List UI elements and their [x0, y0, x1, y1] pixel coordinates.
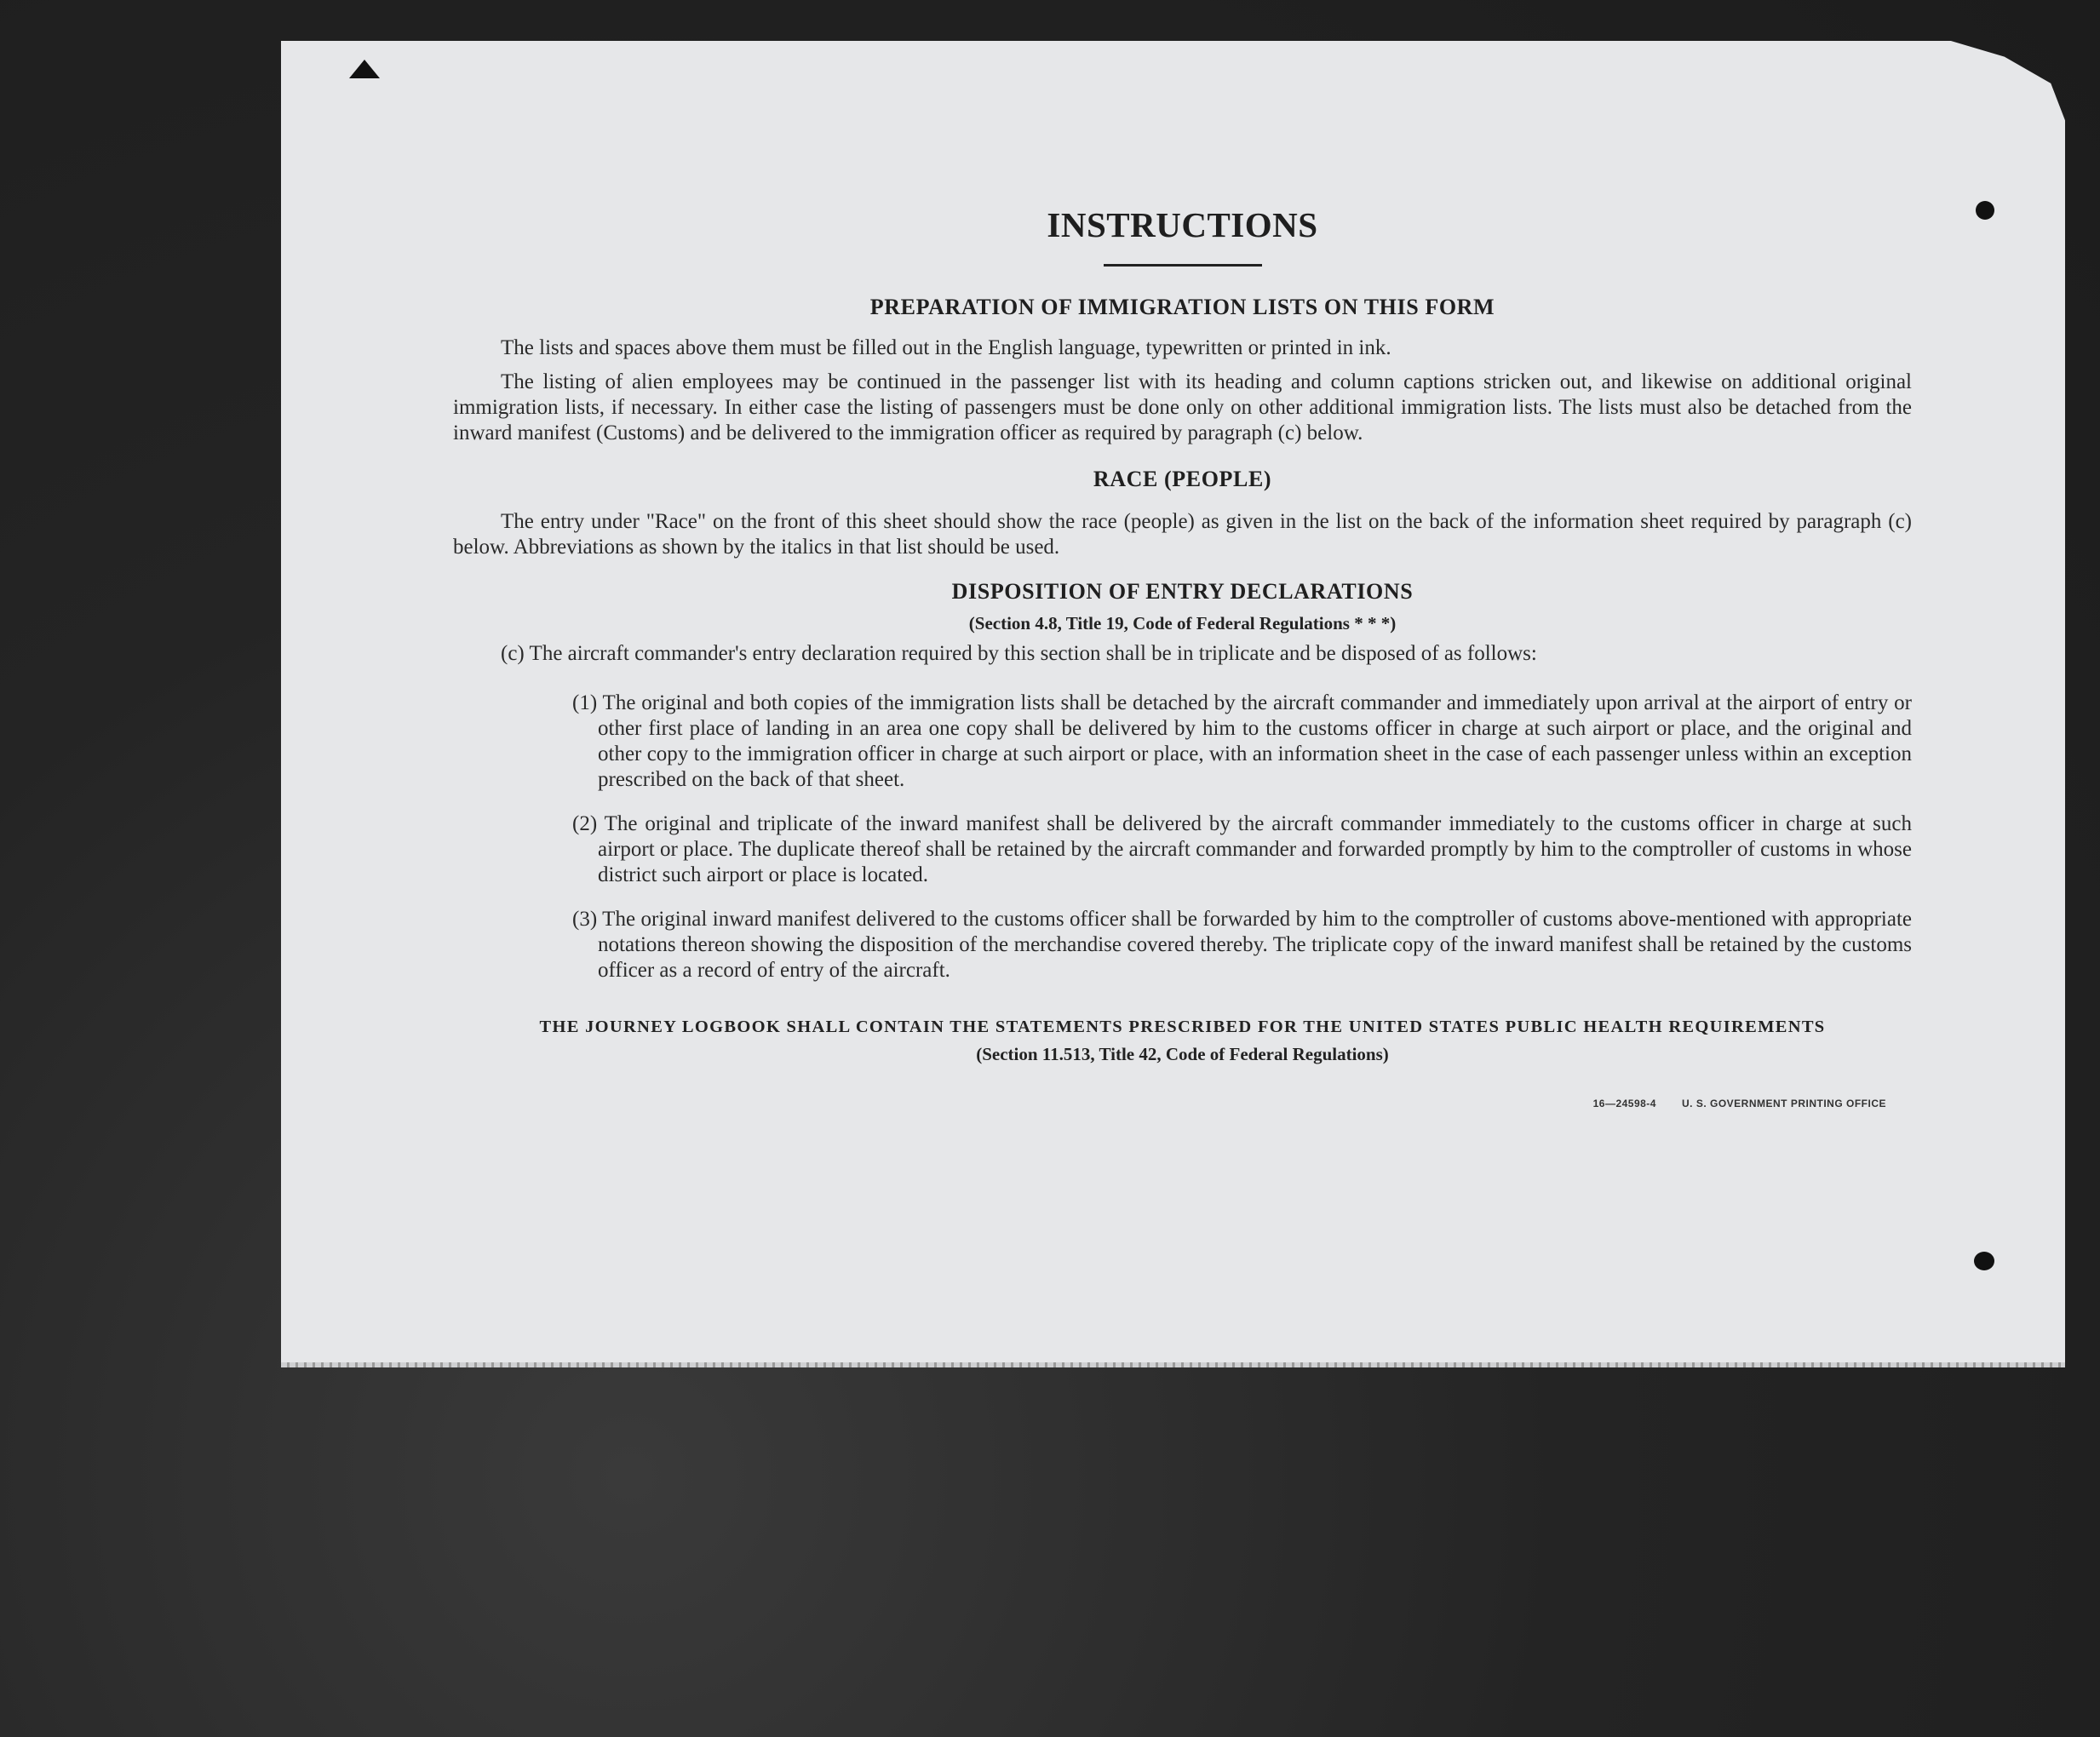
race-heading: RACE (PEOPLE): [1093, 467, 1272, 491]
logbook-statement: THE JOURNEY LOGBOOK SHALL CONTAIN THE STATEMENTS PRESCRIBED FOR THE UNITED STATES PUBLIC HEALTH REQUIREMENTS: [539, 1018, 1826, 1036]
preparation-paragraph-1: The lists and spaces above them must be filled out in the English language, typewritten or printed in ink.: [501, 336, 1391, 359]
logbook-citation: (Section 11.513, Title 42, Code of Federal Regulations): [976, 1044, 1389, 1064]
punch-hole-bottom: [1974, 1252, 1994, 1270]
disposition-item-2: (2) The original and triplicate of the inward manifest shall be delivered by the aircraft commander immediately to the customs officer in charge at such airport or place. The duplicate thereof shall be retained by the aircraft commander and forwarded promptly by him to the comptroller of customs in whose district such airport or place is located.: [572, 812, 1912, 886]
preparation-heading: PREPARATION OF IMMIGRATION LISTS ON THIS FORM: [869, 295, 1495, 319]
race-paragraph: The entry under "Race" on the front of this sheet should show the race (people) as given in the list on the back of the information sheet required by paragraph (c) below. Abbreviations as shown by the italics in that list should be used.: [453, 510, 1912, 559]
disposition-heading: DISPOSITION OF ENTRY DECLARATIONS: [951, 579, 1414, 604]
form-number: 16—24598-4: [1592, 1098, 1656, 1109]
page-perforated-edge: [281, 1362, 2065, 1367]
disposition-item-1: (1) The original and both copies of the immigration lists shall be detached by the aircraft commander and immediately upon arrival at the airport of entry or other first place of landing in an area one copy shall be delivered by him to the customs officer in charge at such airport or place, and the original and other copy to the immigration officer in charge at such airport or place, with an information sheet in the case of each passenger unless within an exception prescribed on the back of that sheet.: [572, 691, 1912, 791]
preparation-paragraph-2: The listing of alien employees may be continued in the passenger list with its heading and column captions stricken out, and likewise on additional original immigration lists, if necessary. In either case the listing of passengers must be done only on other additional immigration lists. The lists must also be detached from the inward manifest (Customs) and be delivered to the immigration officer as required by paragraph (c) below.: [453, 370, 1912, 444]
corner-tear-mark: [349, 60, 380, 78]
page-title: INSTRUCTIONS: [1047, 205, 1318, 244]
disposition-intro: (c) The aircraft commander's entry declaration required by this section shall be in triplicate and be disposed of as follows:: [501, 642, 1537, 665]
disposition-item-3: (3) The original inward manifest delivered to the customs officer shall be forwarded by him to the comptroller of customs above-mentioned with appropriate notations thereon showing the disposition of the merchandise covered thereby. The triplicate copy of the inward manifest shall be retained by the customs officer as a record of entry of the aircraft.: [572, 908, 1912, 982]
instructions-content: [453, 204, 1912, 1109]
punch-hole-top: [1976, 201, 1994, 220]
printer-name: U. S. GOVERNMENT PRINTING OFFICE: [1681, 1098, 1886, 1109]
title-underline: [1104, 264, 1262, 267]
print-imprint: [453, 1098, 1912, 1109]
disposition-citation: (Section 4.8, Title 19, Code of Federal Regulations * * *): [968, 613, 1397, 633]
